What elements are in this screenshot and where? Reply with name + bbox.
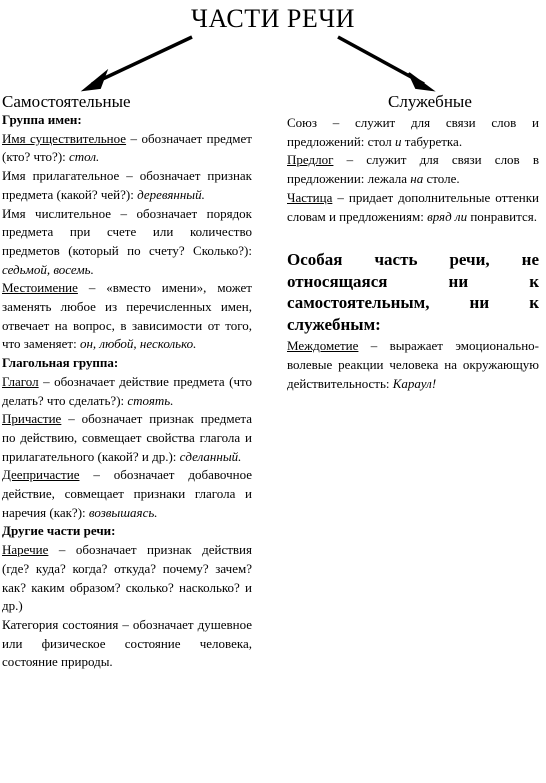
arrow-right-head xyxy=(409,73,432,90)
group-verbal-heading: Глагольная группа: xyxy=(2,355,119,371)
state-category-entry: Категория состояния – обозначает душевное или физическое состояние человека, состояние природы. xyxy=(2,616,252,670)
adverb-entry xyxy=(2,541,252,616)
verb-entry xyxy=(2,373,252,410)
group-nominal-heading: Группа имен: xyxy=(2,112,82,127)
numeral-entry xyxy=(2,205,252,280)
conjunction-example: и xyxy=(395,133,402,149)
preposition-example: на xyxy=(410,171,424,187)
noun-entry xyxy=(2,130,252,167)
group-other-heading: Другие части речи: xyxy=(2,523,116,539)
participle-text: – обозначает признак предмета по действию, совмещает свойства глагола и прилагательного (какой? и др.): xyxy=(2,411,252,464)
auxiliary-column xyxy=(287,114,539,393)
gerund-text: – обозначает добавочное действие, совмещает признаки глагола и наречия (как?): xyxy=(2,467,252,520)
arrow-left xyxy=(92,37,192,84)
adjective-text: Имя прилагательное – обозначает признак предмета (какой? чей?): xyxy=(2,168,252,202)
preposition-text-end: столе. xyxy=(423,171,460,187)
conjunction-text: Союз – служит для связи слов и предложений: стол xyxy=(287,115,539,149)
pronoun-term: Местоимение xyxy=(2,280,78,296)
conjunction-text-end: табуретка. xyxy=(401,133,463,149)
particle-entry xyxy=(287,189,539,226)
noun-example: стол. xyxy=(69,149,100,165)
noun-text: – обозначает предмет (кто? что?): xyxy=(2,130,252,165)
adjective-entry xyxy=(2,167,252,204)
adverb-text: – обозначает признак действия (где? куда? когда? откуда? почему? зачем? как? каким образом? сколько? насколько? и др.) xyxy=(2,542,252,614)
particle-text: – придает дополнительные оттенки словам и предложениям: xyxy=(287,189,539,224)
numeral-text: Имя числительное – обозначает порядок предмета при счете или количество предметов (который по счету? Сколько?): xyxy=(2,205,252,258)
page-title: ЧАСТИ РЕЧИ xyxy=(191,4,355,33)
participle-term: Причастие xyxy=(2,411,62,427)
participle-entry xyxy=(2,410,252,466)
interjection-term: Междометие xyxy=(287,338,359,354)
verb-example: стоять. xyxy=(127,392,174,408)
interjection-text: – выражает эмоционально-волевые реакции человека на окружающую действительность: xyxy=(287,338,539,391)
special-part-heading: Особая часть речи, не относящаяся ни к самостоятельным, ни к служебным: xyxy=(287,250,539,334)
gerund-example: возвышаясь. xyxy=(88,504,158,520)
numeral-example: седьмой, восемь. xyxy=(2,261,94,277)
preposition-term: Предлог xyxy=(287,152,334,168)
preposition-entry xyxy=(287,151,539,188)
pronoun-text: – «вместо имени», может заменять любое из перечисленных имен, отвечает на вопрос, в зависимости от того, что заменяет: xyxy=(2,280,252,352)
noun-term: Имя существительное xyxy=(2,130,127,146)
heading-independent: Самостоятельные xyxy=(2,92,131,111)
interjection-entry xyxy=(287,337,539,393)
participle-example: сделанный. xyxy=(179,448,242,464)
gerund-term: Деепричастие xyxy=(2,467,80,483)
pronoun-entry xyxy=(2,279,252,354)
conjunction-entry xyxy=(287,114,539,151)
gerund-entry xyxy=(2,466,252,522)
particle-term: Частица xyxy=(287,189,333,205)
pronoun-example: он, любой, несколько. xyxy=(79,336,197,352)
verb-text: – обозначает действие предмета (что делать? что сделать?): xyxy=(2,373,252,408)
independent-column xyxy=(2,111,252,672)
adverb-term: Наречие xyxy=(2,542,49,558)
particle-example: вряд ли xyxy=(427,208,468,224)
particle-text-end: понравится. xyxy=(467,208,537,224)
adjective-example: деревянный. xyxy=(137,186,205,202)
interjection-example: Караул! xyxy=(392,375,437,391)
preposition-text: – служит для связи слов в предложении: лежала xyxy=(287,152,539,187)
arrow-left-head xyxy=(84,72,106,90)
verb-term: Глагол xyxy=(2,373,39,389)
heading-auxiliary: Служебные xyxy=(388,92,472,111)
